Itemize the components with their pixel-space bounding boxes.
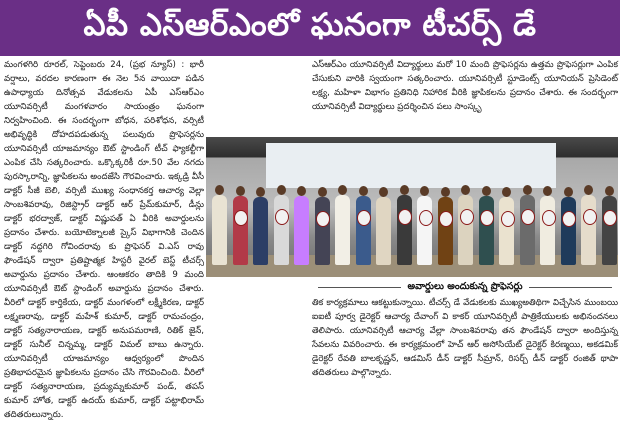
article-column-left xyxy=(4,58,204,420)
person-silhouette xyxy=(294,196,309,265)
person-silhouette xyxy=(376,197,391,265)
person-head xyxy=(338,185,347,195)
article-paragraph: మంగళగిరి రూరల్, సెప్టెంబరు 24, (ప్రభ న్యూస్) : భారీ వర్షాలు, వరదల కారణంగా ఈ నెల 5న వాయిదా పడిన ఉపాధ్యాయ దినోత్సవ వేడుకలను ఏపీ ఎస్ఆర్ఎం యూనివర్సిటీ మంగళవారం సాయంత్రం ఘనంగా నిర్వహించింది. ఈ సందర్భంగా బోధన, పరిశోధన, వర్సిటీ అభివృద్ధికి దోహదపడుతున్న పలువురు ప్రొఫెసర్లను యూనివర్సిటీ యాజమాన్యం ఔట్ స్టాండింగ్ టీచ్ ఫ్యాకల్టీగా ఎంపిక చేసి సత్కరించారు. ఒక్కొక్కరికీ రూ.50 వేల నగదు పురస్కారాన్ని, జ్ఞాపికలను అందజేసి గౌరవించారు. ఇక్కడ్రి వీసీ డాక్టర్ సీజీ బెలి, వర్సిటీ ముఖ్య సంధానకర్త ఆచార్య వెల్లా సాంబశివరావు, రిజిస్ట్రార్ డాక్టర్ ఆర్ ప్రేమ్‌కుమార్, డీన్లు డాక్టర్ భరద్వాజ్, డాక్టర్ విష్ణుపత్ ఏ వీరికి అవార్డులను ప్రదానం చేశారు. బయోటెక్నాలజీ స్కైస్ విభాగానికి చెందిన డాక్టర్ నద్దగిరి గోవిందరావు కు ప్రొఫెసర్ వి.ఎస్ రావు ఫౌండేషన్ ద్వారా ప్రతిష్టాత్మక హిస్టరీ వైరల్ బెస్ట్ టీచర్స్ అవార్డును ప్రదానం చేశారు. ఆంఆకరం తాదికి 9 మంది యూనివర్సిటీ ఔట్ స్టాండింగ్ అవార్డును ప్రదానం చేశారు. వీరిలో డాక్టర్ కార్తికేయ, డాక్టర్ మంగళంలో లక్ష్మీకిరణ, డాక్టర్ లక్ష్మణరావు, డాక్టర్ మహేశ్ కుమార్, డాక్టర్ రామచంద్రం, డాక్టర్ సత్యనారాయణ, డాక్టర్ అనుపమరాణి, రితిక్ జైన్, డాక్టర్ సునీల్ చిన్నమ్మ, డాక్టర్ విమల్ బాబు ఉన్నారు. యూనివర్సిటీ యాజమాన్యం ఆధ్వర్యంలో పొందిన ప్రతిభాపరమైన జ్ఞాపికలను ప్రదానం చేసి గౌరవించింది. వీరిలో డాక్టర్ సత్యనారాయణ, ప్రద్యుమ్నకుమార్ పండ్, తపస్ కుమార్ హోత, డాక్టర్ ఉదయ్ కుమార్, డాక్టర్ పట్టాభిరామ్ తదితరులున్నారు. xyxy=(4,60,204,420)
person-silhouette xyxy=(417,196,432,265)
person-head xyxy=(605,186,614,196)
person-head xyxy=(523,185,532,195)
award-plaque-icon xyxy=(460,209,474,225)
person-silhouette xyxy=(499,197,514,265)
award-plaque-icon xyxy=(480,210,494,226)
person-head xyxy=(236,186,245,196)
award-plaque-icon xyxy=(562,211,576,227)
article-paragraph: తిక కార్యక్రమాలు ఆకట్టుకున్నాయి. టీచర్స్ డే వేడుకలకు ముఖ్యఅతిథిగా విచ్చేసిన ముంబయి ఐఐటీ పూర్వ డైరెక్టర్ ఆచార్య దేవాంగ్ వి కాకర్ యూనివర్సిటీ పాత్రికేయులకు అభినందనలు తెలిపారు. యూనివర్సిటీ ఆచార్య వేల్లా సాంబశివరావు తన ఫౌండేషన్ ద్వారా అందిస్తున్న సేవలను వివరించారు. ఈ కార్యక్రమంలో హెచ్ ఆర్ అసోసియేట్ డైరెక్టర్ కిరణ్మయి, అకడమిక్ డైరెక్టర్ రేవతి బాలకృష్ణన్, ఆడమిస్ డీన్ డాక్టర్ సీమ్రాన్, రిసర్చ్ డీన్ డాక్టర్ రంజిత్ థాపా తదితరులు పాల్గొన్నారు. xyxy=(312,298,618,378)
headline-banner xyxy=(0,0,620,56)
person-silhouette xyxy=(253,197,268,265)
article-paragraph: ఎస్ఆర్ఎం యూనివర్సిటీ విద్యార్థులు మరో 10 మంది ప్రొఫెసర్లను ఉత్తమ ప్రొఫెసర్లుగా ఎంపిక చేసుకుని వారికి స్వయంగా సత్కరించారు. యూనివర్సిటీ స్టూడెంట్స్ యూనియన్ ప్రెసిడెంట్ లక్ష్య, మహిళా విభాగం ప్రతినిధి నిహారిక వీరికి జ్ఞాపికలను ప్రదానం చేశారు. ఈ సందర్భంగా యూనివర్సిటీ విద్యార్థులు ప్రదర్శించిన పలు సాంస్కృ xyxy=(312,60,618,112)
photo-caption xyxy=(312,279,618,295)
award-ceremony-photo xyxy=(206,137,618,277)
person-silhouette xyxy=(397,195,412,265)
person-head xyxy=(461,185,470,195)
award-plaque-icon xyxy=(501,211,515,227)
person-silhouette xyxy=(540,196,555,265)
award-plaque-icon xyxy=(603,210,617,226)
person-silhouette xyxy=(335,195,350,265)
person-silhouette xyxy=(233,196,248,265)
person-silhouette xyxy=(479,196,494,265)
article-column-right-top xyxy=(312,58,618,136)
person-head xyxy=(215,185,224,195)
person-head xyxy=(502,187,511,197)
person-silhouette xyxy=(212,195,227,265)
person-head xyxy=(441,187,450,197)
person-head xyxy=(318,187,327,197)
award-plaque-icon xyxy=(234,210,248,226)
award-plaque-icon xyxy=(419,210,433,226)
person-head xyxy=(543,186,552,196)
award-plaque-icon xyxy=(583,209,597,225)
award-plaque-icon xyxy=(357,210,371,226)
award-plaque-icon xyxy=(316,211,330,227)
award-plaque-icon xyxy=(439,211,453,227)
caption-rule-left xyxy=(318,287,401,288)
person-silhouette xyxy=(315,197,330,265)
article-column-right-bottom xyxy=(312,296,618,406)
caption-text: అవార్డులు అందుకున్న ప్రొఫెసర్లు xyxy=(407,280,523,292)
person-silhouette xyxy=(458,195,473,265)
person-head xyxy=(420,186,429,196)
person-head xyxy=(277,185,286,195)
headline-text: ఏపీ ఎస్ఆర్ఎంలో ఘనంగా టీచర్స్ డే xyxy=(83,6,537,43)
person-silhouette xyxy=(356,196,371,265)
award-plaque-icon xyxy=(521,209,535,225)
person-silhouette xyxy=(581,195,596,265)
person-silhouette xyxy=(438,197,453,265)
award-plaque-icon xyxy=(542,210,556,226)
person-head xyxy=(256,187,265,197)
projection-screen xyxy=(266,143,556,188)
person-head xyxy=(359,186,368,196)
person-silhouette xyxy=(520,195,535,265)
person-silhouette xyxy=(274,195,289,265)
award-plaque-icon xyxy=(275,209,289,225)
person-head xyxy=(297,186,306,196)
award-plaque-icon xyxy=(398,209,412,225)
person-head xyxy=(379,187,388,197)
person-head xyxy=(564,187,573,197)
caption-rule-right xyxy=(529,287,612,288)
person-silhouette xyxy=(561,197,576,265)
person-head xyxy=(400,185,409,195)
person-head xyxy=(584,185,593,195)
person-head xyxy=(482,186,491,196)
person-silhouette xyxy=(602,196,617,265)
